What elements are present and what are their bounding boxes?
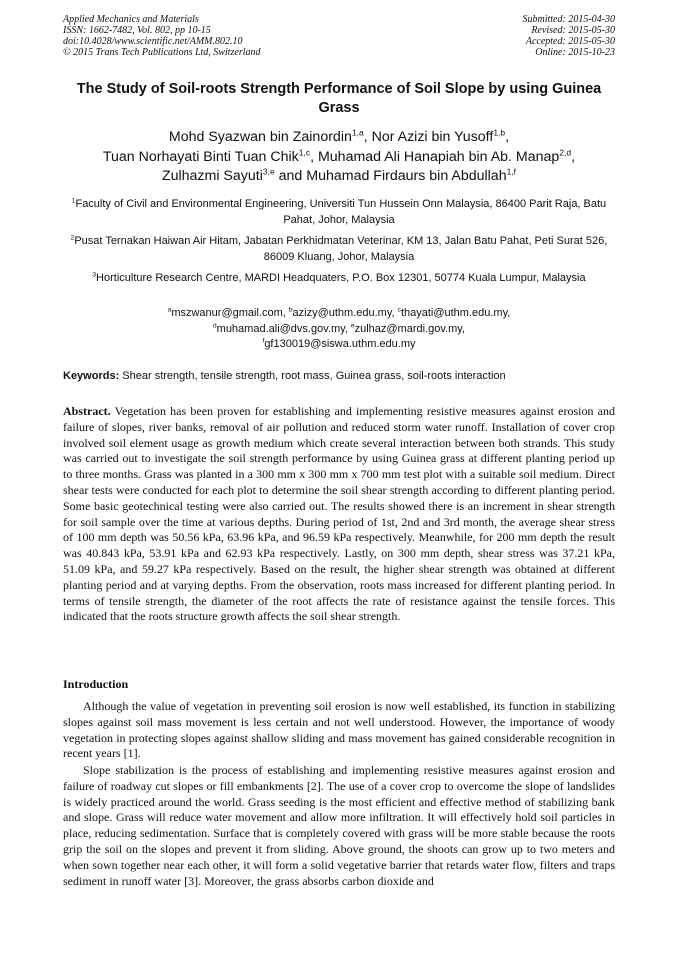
author-separator: , (505, 129, 510, 145)
date-submitted: Submitted: 2015-04-30 (522, 14, 615, 25)
date-revised: Revised: 2015-05-30 (531, 25, 615, 36)
journal-info (63, 14, 261, 58)
email-address[interactable]: azizy@uthm.edu.my, (292, 307, 398, 319)
journal-issn: ISSN: 1662-7482, Vol. 802, pp 10-15 (63, 25, 211, 36)
email-address[interactable]: mszwanur@gmail.com, (171, 307, 289, 319)
affiliation-3 (63, 270, 615, 286)
keywords-text: Shear strength, tensile strength, root mass, Guinea grass, soil-roots interaction (119, 370, 506, 382)
affiliation-text: Pusat Ternakan Haiwan Air Hitam, Jabatan Perkhidmatan Veterinar, KM 13, Jalan Batu Pahat, Peti Surat 526, 86009 Kluang, Johor, Malaysia (74, 235, 608, 263)
email-address[interactable]: muhamad.ali@dvs.gov.my, (216, 322, 351, 335)
intro-paragraph-1: Although the value of vegetation in preventing soil erosion is now well established, its function in stabilizing slopes against soil mass movement is less certain and not well understood. However, the importance of woody vegetation in protecting slopes against shallow sliding and mass movement has gained considerable recognition in recent years [1]. (63, 699, 615, 761)
author-separator: and (274, 168, 307, 184)
date-accepted: Accepted: 2015-05-30 (525, 36, 615, 47)
author-affiliation-marker: 1,a (351, 127, 364, 138)
affiliation-number: 2 (70, 234, 75, 242)
affiliation-2 (63, 233, 615, 265)
author-affiliation-marker: 1,f (506, 166, 517, 177)
affiliation-number: 3 (92, 271, 97, 279)
affiliation-number: 1 (71, 197, 76, 205)
abstract (63, 404, 615, 625)
paper-title: The Study of Soil-roots Strength Performance of Soil Slope by using Guinea Grass (76, 81, 602, 116)
abstract-label: Abstract. (63, 404, 111, 418)
email-list (63, 306, 615, 353)
email-address[interactable]: gf130019@siswa.uthm.edu.my (264, 338, 416, 350)
affiliation-1 (63, 196, 615, 228)
affiliation-text: Horticulture Research Centre, MARDI Headquaters, P.O. Box 12301, 50774 Kuala Lumpur, Malaysia (96, 272, 586, 284)
email-marker: c (397, 306, 401, 314)
email-address[interactable]: zulhaz@mardi.gov.my, (354, 322, 465, 335)
date-online: Online: 2015-10-23 (535, 47, 615, 58)
keywords-label: Keywords: (63, 370, 120, 382)
journal-name: Applied Mechanics and Materials (63, 14, 199, 25)
author-affiliation-marker: 1,b (493, 127, 506, 138)
author-name: Mohd Syazwan bin Zainordin (168, 129, 352, 145)
journal-copyright: © 2015 Trans Tech Publications Ltd, Switzerland (63, 47, 261, 58)
submission-dates (523, 14, 616, 58)
author-affiliation-marker: 2,d (559, 146, 572, 157)
journal-doi: doi:10.4028/www.scientific.net/AMM.802.10 (63, 36, 243, 47)
journal-header (63, 14, 615, 58)
intro-paragraph-2: Slope stabilization is the process of establishing and implementing resistive measures against erosion and failure of roadway cut slopes or fill embankments [2]. The use of a cover crop to overcome the slope of landslides is widely practiced around the world. Grass seeding is the most efficient and effective method of stabilizing bank and slope. Grass will reduce water movement and allow more infiltration. It will effectively hold soil particles in place, reducing sedimentation. Surface that is completely covered with grass will be more stable because the roots grip the soil on the slopes and prevent it from sliding. Above ground, the shoots can grow up to two meters and when sown together near each other, it will form a solid vegetative barrier that retards water flow, filters and traps sediment in runoff water [3]. Moreover, the grass absorbs carbon dioxide and (63, 763, 615, 888)
author-affiliation-marker: 3,e (262, 166, 275, 177)
section-heading-introduction: Introduction (63, 677, 129, 691)
keywords (63, 370, 615, 382)
author-name: Nor Azizi bin Yusoff (371, 129, 494, 145)
author-list (55, 128, 623, 187)
email-marker: f (262, 337, 265, 345)
author-separator: , (571, 148, 576, 165)
author-name: Zulhazmi Sayuti (161, 168, 263, 184)
author-affiliation-marker: 1,c (298, 146, 311, 157)
email-marker: a (167, 306, 172, 314)
email-marker: d (212, 321, 217, 329)
email-marker: e (350, 321, 355, 329)
email-marker: b (288, 306, 293, 314)
author-name: Muhamad Firdaurs bin Abdullah (306, 168, 507, 184)
affiliation-text: Faculty of Civil and Environmental Engineering, Universiti Tun Hussein Onn Malaysia, 86400 Parit Raja, Batu Pahat, Johor, Malaysia (75, 198, 607, 226)
author-separator: , (310, 148, 318, 165)
author-name: Muhamad Ali Hanapiah bin Ab. Manap (317, 148, 560, 165)
email-address[interactable]: thayati@uthm.edu.my, (400, 307, 511, 319)
abstract-text: Vegetation has been proven for establishing and implementing resistive measures against erosion and failure of slopes, river banks, removal of air pollution and reduced storm water runoff. Installation of cover crop involved soil element usage as growth medium which create several interaction between both strands. This study was carried out to investigate the soil strength performance by using Guinea grass at different planting period up to three months. Grass was planted in a 300 mm x 300 mm x 700 mm test plot with a suitable soil medium. Direct shear tests were conducted for each plot to determine the soil shear strength according to different planting period. Some basic geotechnical testing were also carried out. The results showed there is an increment in shear strength for soil sample over the time at various depths. During period of 1st, 2nd and 3rd month, the average shear stress of 100 mm depth was 50.56 kPa, 63.96 kPa, and 96.59 kPa respectively. Meanwhile, for 200 mm depth the result was 40.843 kPa, 53.91 kPa and 62.93 kPa respectively. Lastly, on 300 mm depth, shear stress was 37.21 kPa, 51.09 kPa, and 59.27 kPa respectively. Based on the result, the higher shear strength was obtained at different planting period and at varying depths. From the observation, roots mass increased for different planting period. In terms of tensile strength, the diameter of the root affects the rate of resistance against the tensile forces. This indicated that the roots structure growth affects the soil shear strength. (63, 404, 615, 624)
author-separator: , (363, 129, 372, 145)
author-name: Tuan Norhayati Binti Tuan Chik (102, 148, 299, 165)
